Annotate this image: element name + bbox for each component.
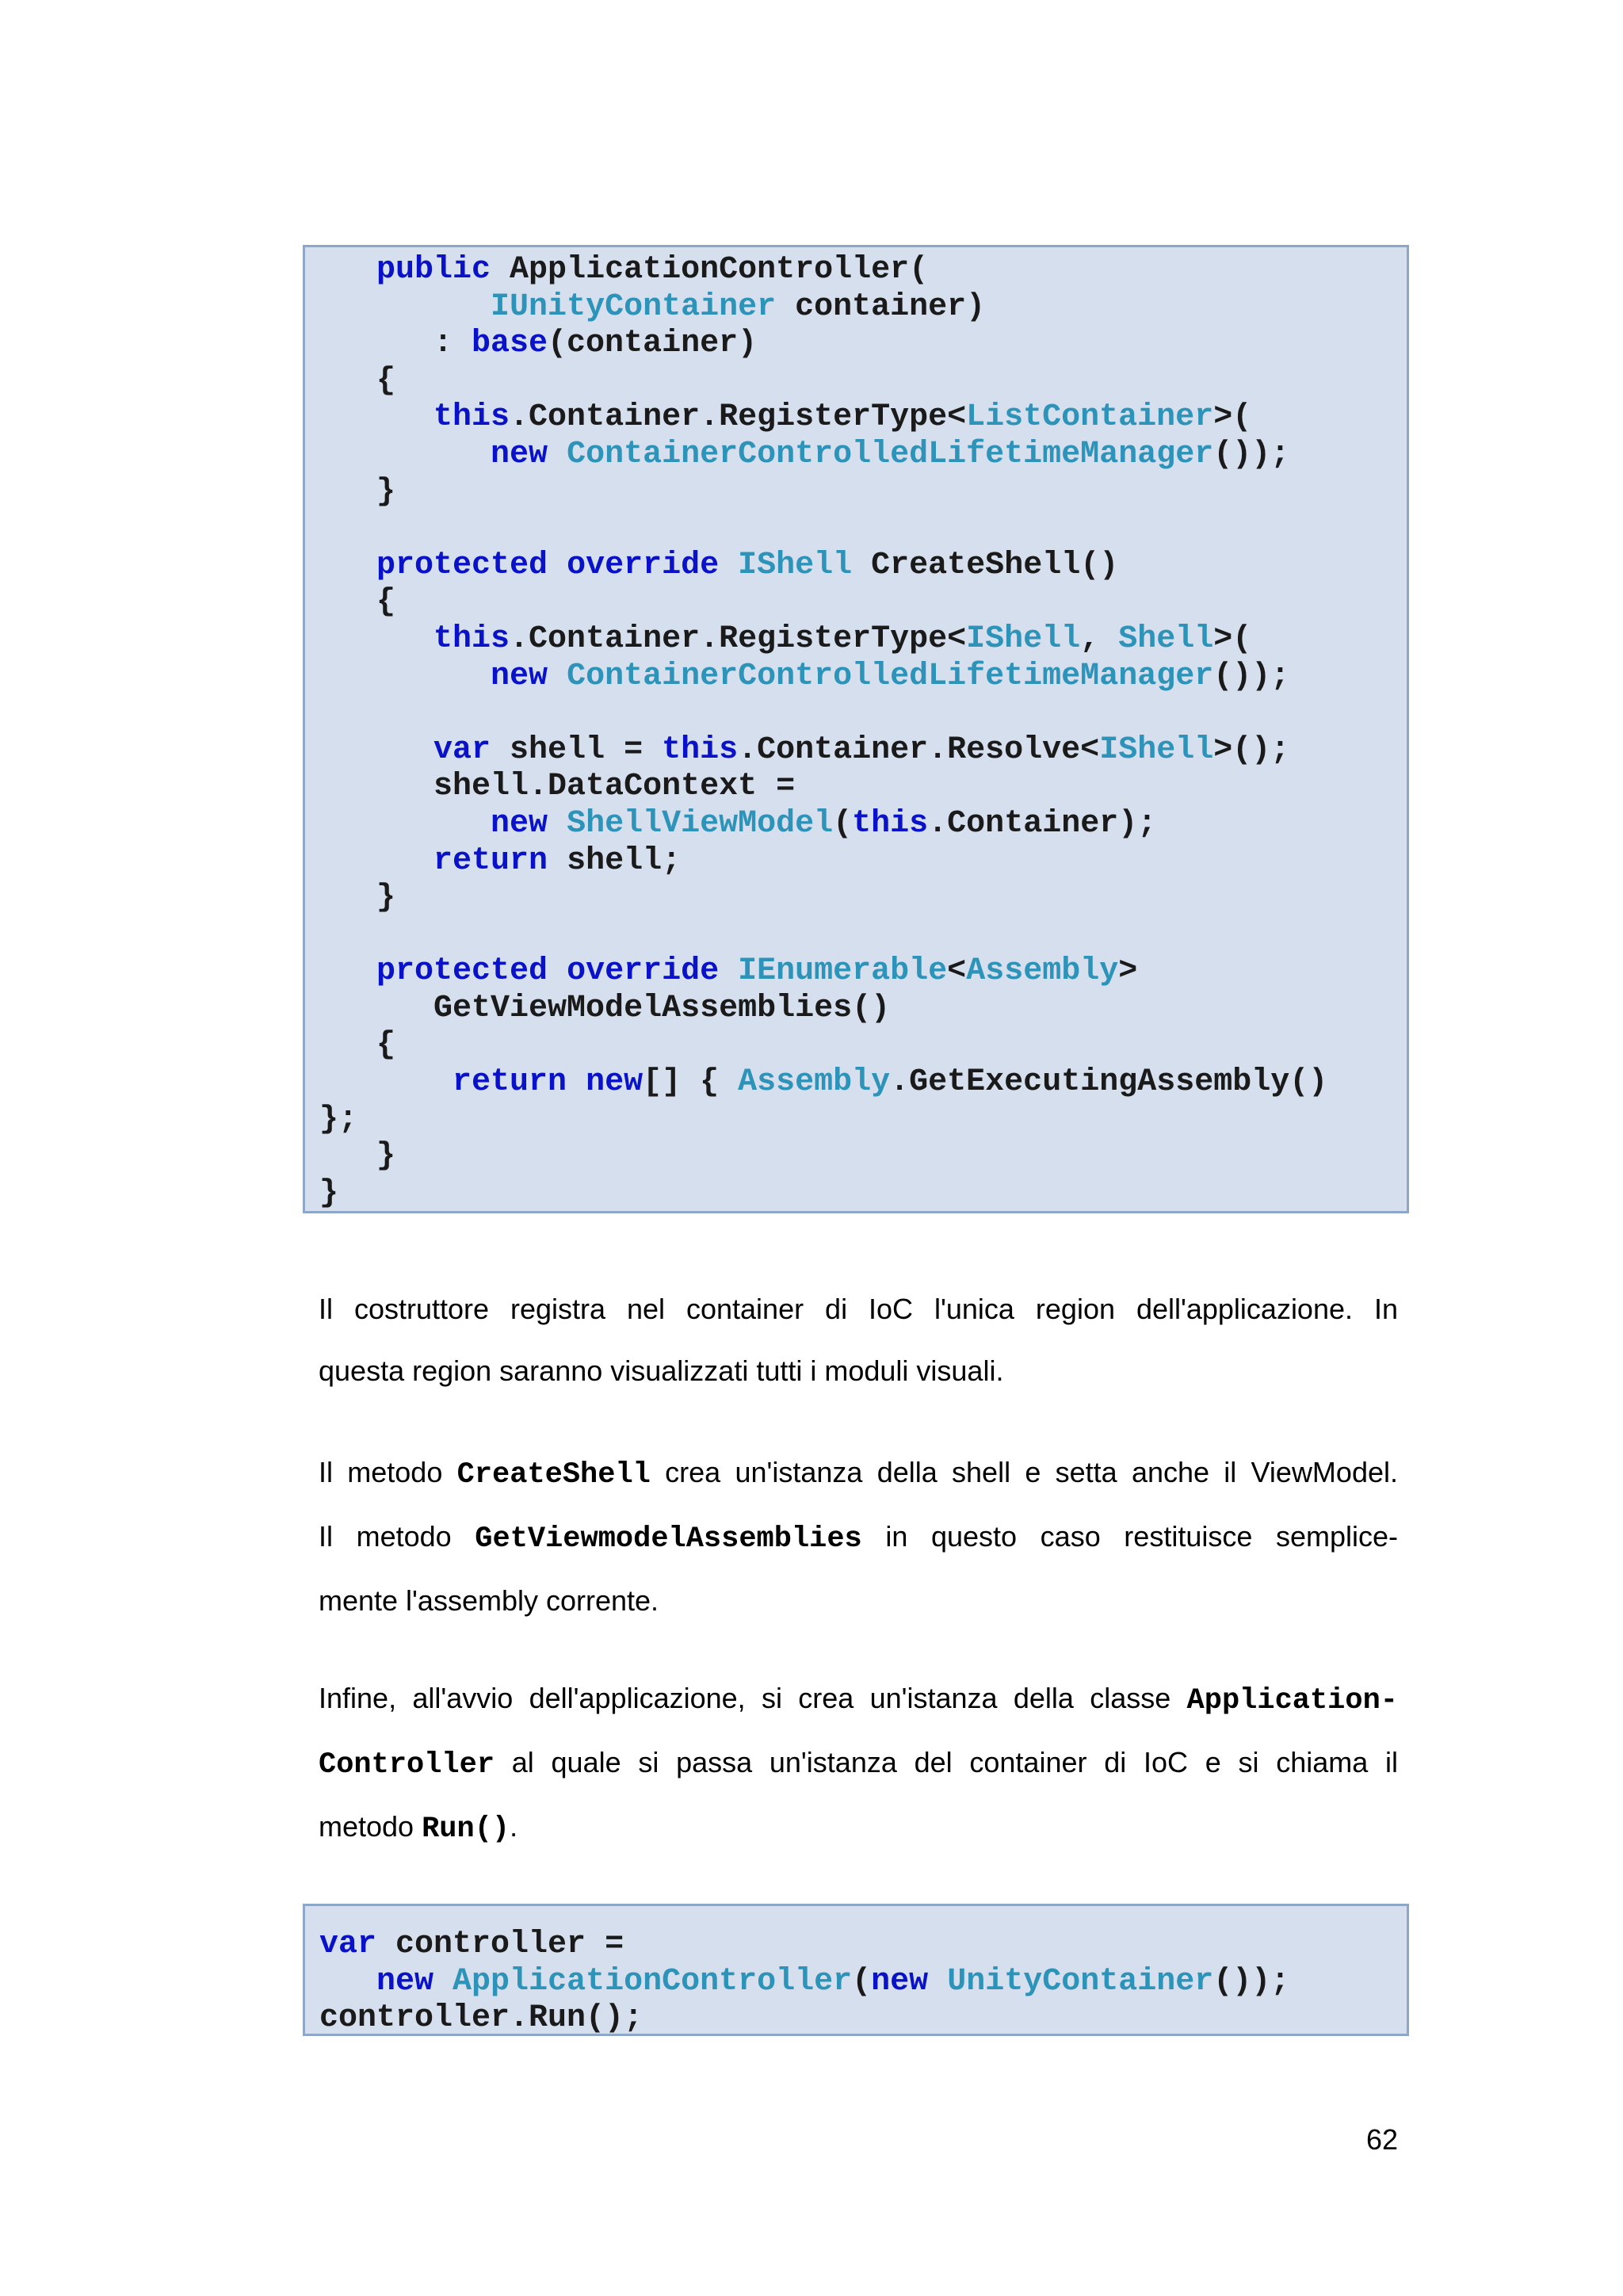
- code-text: [567, 1064, 586, 1100]
- code-line: [319, 289, 1407, 327]
- code-block-application-controller: [303, 245, 1409, 1213]
- paragraph-line: [319, 1340, 1398, 1402]
- code-text: };: [319, 1101, 358, 1137]
- code-text: ());: [1213, 1963, 1290, 2000]
- code-line: [319, 584, 1407, 621]
- paragraph-line: [319, 1278, 1398, 1340]
- code-line: [319, 548, 1407, 585]
- code-text: [319, 1064, 453, 1100]
- code-type: ShellViewModel: [567, 805, 834, 842]
- code-text: CreateShell(): [852, 547, 1119, 583]
- code-text: [719, 548, 738, 583]
- paragraph-startup-description: [319, 1668, 1398, 1860]
- code-keyword: protected: [376, 547, 548, 583]
- inline-code: CreateShell: [456, 1458, 651, 1492]
- code-line: [319, 1102, 1407, 1139]
- code-keyword: this: [433, 399, 510, 436]
- code-text: container): [776, 288, 986, 325]
- code-line: [319, 659, 1407, 696]
- code-line: [319, 1175, 1407, 1213]
- code-text: GetViewModelAssemblies(): [319, 990, 891, 1026]
- inline-code: Run(): [422, 1813, 510, 1846]
- code-line: [319, 510, 1407, 548]
- code-type: ContainerControlledLifetimeManager: [567, 436, 1214, 472]
- code-line: [319, 1964, 1407, 2001]
- code-keyword: new: [376, 1963, 434, 2000]
- code-line: [319, 1927, 1407, 1964]
- code-text: {: [319, 584, 396, 621]
- code-text: [548, 659, 567, 694]
- code-text: [928, 1964, 947, 2000]
- inline-code: Application-: [1186, 1684, 1398, 1717]
- code-text: ());: [1213, 436, 1290, 472]
- paragraph-constructor-description: [319, 1278, 1398, 1402]
- code-text: >();: [1213, 732, 1290, 768]
- code-text: {: [319, 1027, 396, 1064]
- code-keyword: this: [662, 732, 739, 768]
- code-type: ApplicationController: [453, 1963, 853, 2000]
- code-type: Shell: [1118, 621, 1214, 657]
- code-text: [] {: [643, 1064, 739, 1101]
- code-line: [319, 437, 1407, 474]
- code-text: [548, 953, 567, 989]
- code-text: (: [833, 805, 853, 842]
- code-text: ApplicationController(: [491, 252, 929, 288]
- code-text: >: [1118, 953, 1138, 990]
- code-text: }: [319, 1138, 396, 1175]
- code-text: shell =: [491, 732, 663, 768]
- paragraph-line: [319, 1796, 1398, 1860]
- paragraph-line: [319, 1732, 1398, 1796]
- code-text: .GetExecutingAssembly(): [890, 1064, 1328, 1101]
- paragraph-text: mente l'assembly corrente.: [319, 1584, 659, 1617]
- code-text: [319, 1964, 376, 2000]
- code-line: [319, 1027, 1407, 1064]
- code-text: [319, 732, 433, 768]
- code-type: IEnumerable: [738, 953, 948, 990]
- code-line: [319, 806, 1407, 843]
- paragraph-text: .: [510, 1810, 518, 1843]
- code-type: IShell: [966, 621, 1081, 657]
- code-line: [319, 769, 1407, 806]
- code-type: Assembly: [738, 1064, 891, 1101]
- paragraph-text: Il costruttore registra nel container di IoC l'unica region dell'applicazione. In: [319, 1293, 1398, 1325]
- code-text: [319, 843, 433, 879]
- code-text: [319, 621, 433, 657]
- paragraph-line: [319, 1506, 1398, 1570]
- code-text: [319, 548, 376, 583]
- paragraph-line: [319, 1570, 1398, 1632]
- code-text: [433, 1964, 453, 2000]
- paragraph-text: Il metodo: [319, 1520, 475, 1553]
- code-text: :: [319, 326, 472, 362]
- code-keyword: return: [433, 842, 548, 879]
- code-text: shell;: [548, 842, 682, 879]
- code-text: {: [319, 362, 396, 399]
- code-text: [319, 289, 491, 325]
- code-line: [319, 991, 1407, 1028]
- code-line: [319, 474, 1407, 511]
- code-text: .Container.Resolve<: [738, 732, 1100, 768]
- code-line: [319, 732, 1407, 770]
- code-line: [319, 1138, 1407, 1175]
- code-text: controller.Run();: [319, 2000, 643, 2037]
- paragraph-text: Il metodo: [319, 1456, 457, 1488]
- paragraph-text: Infine, all'avvio dell'applicazione, si crea un'istanza della classe: [319, 1682, 1187, 1714]
- code-type: Assembly: [966, 953, 1119, 990]
- code-keyword: public: [376, 252, 491, 288]
- code-line: [319, 363, 1407, 400]
- code-keyword: new: [491, 436, 548, 472]
- code-text: }: [319, 1175, 339, 1211]
- paragraph-methods-description: [319, 1442, 1398, 1632]
- code-text: [319, 659, 491, 694]
- inline-code: Controller: [319, 1748, 495, 1782]
- code-text: [319, 399, 433, 435]
- code-line: [319, 917, 1407, 954]
- code-line: [319, 399, 1407, 437]
- code-text: [319, 953, 376, 989]
- code-line: [319, 2000, 1407, 2038]
- code-text: .Container.RegisterType<: [510, 621, 967, 657]
- code-type: UnityContainer: [947, 1963, 1214, 2000]
- code-line: [319, 695, 1407, 732]
- page-number: 62: [1365, 2123, 1398, 2156]
- code-keyword: new: [491, 658, 548, 694]
- code-block-controller-run: [303, 1904, 1409, 2036]
- paragraph-line: [319, 1442, 1398, 1506]
- code-keyword: override: [567, 953, 720, 990]
- code-text: >(: [1213, 399, 1252, 436]
- inline-code: GetViewmodelAssemblies: [475, 1522, 862, 1556]
- code-text: .Container);: [928, 805, 1157, 842]
- paragraph-text: metodo: [319, 1810, 422, 1843]
- code-keyword: var: [319, 1927, 377, 1962]
- code-text: ,: [1080, 621, 1119, 657]
- code-keyword: this: [852, 805, 929, 842]
- code-line: [319, 621, 1407, 659]
- code-keyword: base: [472, 326, 548, 362]
- code-text: [548, 806, 567, 842]
- code-keyword: new: [491, 805, 548, 842]
- code-text: controller =: [376, 1927, 624, 1962]
- paragraph-text: in questo caso restituisce semplice-: [861, 1520, 1398, 1553]
- code-text: [719, 953, 738, 989]
- code-text: shell.DataContext =: [319, 769, 796, 805]
- code-keyword: protected: [376, 953, 548, 990]
- code-type: IUnityContainer: [491, 288, 777, 325]
- code-type: ListContainer: [966, 399, 1214, 436]
- code-line: [319, 843, 1407, 881]
- code-text: [319, 806, 491, 842]
- code-line: [319, 1064, 1407, 1102]
- code-text: }: [319, 473, 396, 510]
- code-keyword: override: [567, 547, 720, 583]
- paragraph-text: al quale si passa un'istanza del container di IoC e si chiama il: [495, 1746, 1398, 1778]
- code-text: [319, 252, 376, 288]
- code-keyword: new: [586, 1064, 643, 1101]
- code-line: [319, 880, 1407, 917]
- code-text: [319, 437, 491, 472]
- code-type: IShell: [738, 547, 853, 583]
- code-keyword: var: [433, 732, 491, 768]
- code-type: IShell: [1099, 732, 1214, 768]
- code-keyword: new: [871, 1963, 929, 2000]
- code-line: [319, 953, 1407, 991]
- paragraph-text: questa region saranno visualizzati tutti i moduli visuali.: [319, 1354, 1004, 1387]
- code-text: (: [852, 1963, 872, 2000]
- code-text: .Container.RegisterType<: [510, 399, 967, 436]
- code-text: [548, 548, 567, 583]
- code-text: >(: [1213, 621, 1252, 657]
- code-line: [319, 326, 1407, 363]
- code-text: <: [947, 953, 967, 990]
- code-text: }: [319, 880, 396, 916]
- code-text: ());: [1213, 658, 1290, 694]
- code-text: [548, 437, 567, 472]
- code-keyword: this: [433, 621, 510, 657]
- paragraph-text: crea un'istanza della shell e setta anche il ViewModel.: [650, 1456, 1398, 1488]
- code-type: ContainerControlledLifetimeManager: [567, 658, 1214, 694]
- code-line: [319, 252, 1407, 289]
- code-keyword: return: [453, 1064, 567, 1101]
- code-text: (container): [548, 326, 758, 362]
- paragraph-line: [319, 1668, 1398, 1732]
